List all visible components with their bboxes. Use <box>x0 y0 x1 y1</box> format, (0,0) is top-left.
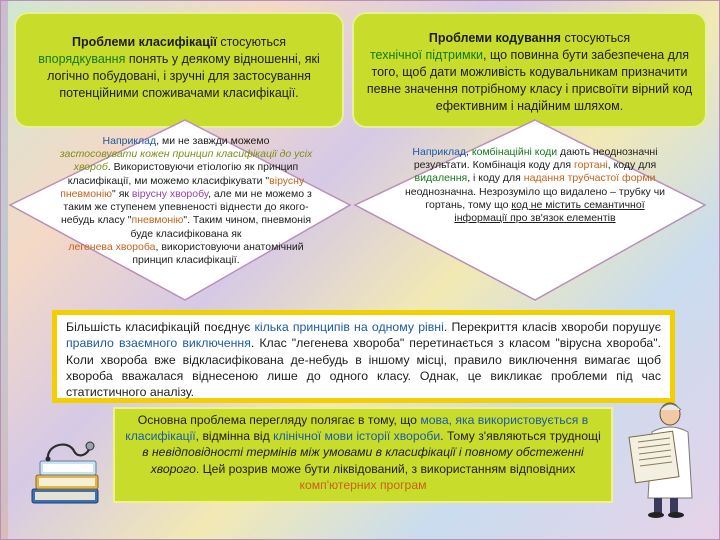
ordering-term: впорядкування <box>38 52 126 66</box>
text-run: стосуються <box>216 35 286 49</box>
text-run: . Цей розрив може бути ліквідований, з використанням відповідних <box>195 461 576 476</box>
text-run: . Тому з'являються труднощі <box>440 429 601 444</box>
terms-mismatch-term: в невідповідності термінів між умовами в класифікації і повному обстеженні хворого <box>142 445 584 476</box>
text-run: Більшість класифікацій поєднує <box>66 320 255 334</box>
mutual-exclusion-term: правило взаємного виключення <box>66 336 251 351</box>
text-run: понять у деякому відношенні, які логічно побудовані, і зручні для застосування потенційними споживачами класифікації. <box>47 52 320 100</box>
viral-disease-term: вірусну хворобу <box>131 187 209 200</box>
text-run: , але ми не можемо з таким же ступенем упевненості віднести до якого-небудь класу " <box>60 187 312 227</box>
text-run: , що повинна бути забезпечена для того, щоб дати можливість кодувальникам призначити певне значення потрібному класу і присвоїти вірний код ефективним і надійним шляхом. <box>366 48 693 113</box>
principle-term: застосовувати кожен принцип класифікації до усіх хвороб <box>59 148 313 174</box>
text-run: неоднозначна. Незрозуміло що видалено – трубку чи гортань, тому що <box>404 185 666 211</box>
overlap-problem-box <box>52 310 675 403</box>
text-run: , ми не завжди можемо <box>156 135 270 147</box>
larynx-term: гортані <box>574 159 608 172</box>
technical-support-term: технічної підтримки <box>369 48 484 62</box>
text-run: . Перекриття класів хвороби порушує <box>443 320 661 334</box>
text-run: , коду для <box>607 159 657 172</box>
tubular-form-term: надання трубчастої форми <box>523 172 656 185</box>
classification-language-term: мова, яка використовується в класифікації <box>125 413 589 444</box>
text-run: . Використовуючи етіологію як принцип класифікації, ми можемо класифікувати " <box>67 161 299 187</box>
text-run: , <box>466 146 472 158</box>
text-run: , використовуючи анатомічний принцип класифікації. <box>132 240 304 266</box>
doctor-reading-newspaper-icon <box>626 398 706 518</box>
clinical-language-term: клінічної мови історії хвороби <box>273 429 441 444</box>
combination-codes-term: комбінаційні коди <box>471 146 558 158</box>
diamond-left-text <box>58 135 314 267</box>
books-with-stethoscope-icon <box>28 437 106 509</box>
several-principles-term: кілька принципів на одному рівні <box>254 320 444 334</box>
diamond-right-text <box>402 146 668 225</box>
text-run: Основна проблема перегляду полягає в тому, що <box>137 413 421 427</box>
text-run: . Клас "легенева хвороба" перетинається з класом "вірусна хвороба". Коли хвороба вже відкласифікована де-небудь в іншому місці, правило виключення вимагає щоб хвороба вважалася віднесеною лише до одного класу. Однак, це викликає проблеми під час статистичного аналізу. <box>66 336 661 400</box>
removal-term: видалення <box>414 172 468 185</box>
coding-problems-title: Проблеми кодування <box>428 31 561 45</box>
pneumonia-term: пневмонію <box>131 214 184 227</box>
lung-disease-term: легенева хвороба <box>68 240 156 253</box>
example-label: Наприклад <box>412 146 467 158</box>
viral-pneumonia-term: вірусну пневмонію <box>60 174 305 200</box>
semantic-info-term: код не містить семантичної інформації про зв'язок елементів <box>454 198 645 225</box>
text-run: стосуються <box>560 31 631 45</box>
text-run: дають неоднозначні результати. Комбінація коду для <box>413 146 658 172</box>
text-run: ". Таким чином, пневмонія буде класифікована як <box>130 214 312 240</box>
revision-problem-box <box>113 407 613 503</box>
example-label: Наприклад <box>102 135 157 147</box>
text-run: " як <box>112 187 132 200</box>
computer-programs-term: комп'ютерних програм <box>299 477 427 492</box>
classification-problems-title: Проблеми класифікації <box>72 35 217 49</box>
text-run: , і коду для <box>467 172 524 185</box>
text-run: , відмінна від <box>195 429 274 444</box>
